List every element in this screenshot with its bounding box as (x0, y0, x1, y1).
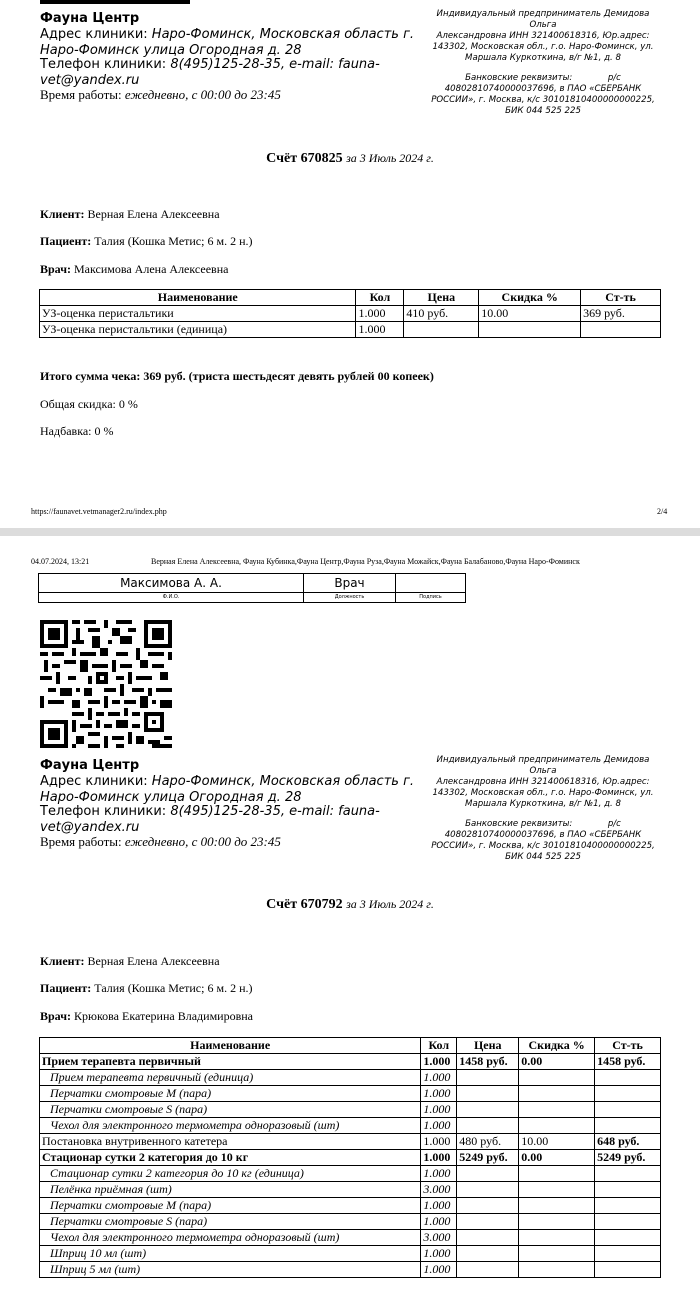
cell-total (595, 1086, 661, 1102)
signature-name: Максимова А. А. (39, 574, 304, 593)
cell-qty: 1.000 (421, 1134, 457, 1150)
patient-line: Пациент: Талия (Кошка Метис; 6 м. 2 н.) (40, 234, 253, 248)
table-row (40, 1054, 661, 1070)
table-row (40, 1182, 661, 1198)
cell-qty: 1.000 (421, 1150, 457, 1166)
cell-name: Стационар сутки 2 категория до 10 кг (единица) (40, 1166, 421, 1182)
cell-total: 5249 руб. (595, 1150, 661, 1166)
table-row (40, 1166, 661, 1182)
table-row (40, 1214, 661, 1230)
cell-qty: 1.000 (421, 1262, 457, 1278)
cell-price: 1458 руб. (457, 1054, 519, 1070)
signature-sign (396, 574, 466, 593)
clinic-name: Фауна Центр (40, 11, 140, 26)
table-row (40, 1102, 661, 1118)
cell-discount: 10.00 (519, 1134, 595, 1150)
cell-price (457, 1166, 519, 1182)
cell-qty: 1.000 (421, 1102, 457, 1118)
clinic-hours: Время работы: ежедневно, с 00:00 до 23:45 (40, 87, 281, 102)
col-header-qty: Кол (356, 290, 404, 306)
cell-total (595, 1182, 661, 1198)
cell-price (457, 1214, 519, 1230)
cell-total (595, 1214, 661, 1230)
cell-price: 480 руб. (457, 1134, 519, 1150)
table-row (40, 1134, 661, 1150)
cell-name: Чехол для электронного термометра одноразовый (шт) (40, 1230, 421, 1246)
logo-fragment (40, 0, 190, 4)
page-url: https://faunavet.vetmanager2.ru/index.php (31, 507, 167, 516)
col-header-discount: Скидка % (519, 1038, 595, 1054)
cell-name: Постановка внутривенного катетера (40, 1134, 421, 1150)
cell-total (595, 1166, 661, 1182)
table-row (40, 1262, 661, 1278)
cell-name: Прием терапевта первичный (40, 1054, 421, 1070)
cell-qty: 1.000 (421, 1086, 457, 1102)
cell-qty: 1.000 (421, 1070, 457, 1086)
cell-total (595, 1230, 661, 1246)
cell-name: Шприц 5 мл (шт) (40, 1262, 421, 1278)
page-separator (0, 528, 700, 536)
client-line: Клиент: Верная Елена Алексеевна (40, 954, 220, 968)
cell-total: 648 руб. (595, 1134, 661, 1150)
cell-price (457, 1230, 519, 1246)
clinic-phone: Телефон клиники: 8(495)125-28-35, e-mail: fauna- vet@yandex.ru (40, 804, 380, 835)
table-row (40, 1150, 661, 1166)
cell-price (457, 1070, 519, 1086)
ip-requisites: Индивидуальный предприниматель Демидова Ольга Александровна ИНН 321400618316, Юр.адрес: 143302, Московская обл., г.о. Наро-Фоминск, ул. Маршала Куркоткина, в/г №1, д. 8 Банковские реквизиты: р/с 40802810740000037696, в ПАО «СБЕРБАНК РОССИИ», г. Москва, к/с 30101810400000000225, БИК 044 525 225 (431, 755, 655, 862)
cell-discount (519, 1070, 595, 1086)
table-row (40, 1086, 661, 1102)
cell-name: Стационар сутки 2 категория до 10 кг (40, 1150, 421, 1166)
clinic-address: Адрес клиники: Наро-Фоминск, Московская область г. Наро-Фоминск улица Огородная д. 28 (40, 27, 415, 58)
cell-price (457, 1118, 519, 1134)
cell-name: Перчатки смотровые S (пара) (40, 1102, 421, 1118)
page-number: 2/4 (657, 507, 668, 516)
clinic-name: Фауна Центр (40, 758, 140, 773)
col-header-qty: Кол (421, 1038, 457, 1054)
invoice-title: Счёт 670825 за 3 Июль 2024 г. (266, 151, 434, 166)
cell-name: Прием терапевта первичный (единица) (40, 1070, 421, 1086)
col-header-price: Цена (404, 290, 479, 306)
cell-discount (519, 1214, 595, 1230)
cell-total (595, 1198, 661, 1214)
cell-discount (519, 1102, 595, 1118)
clinic-address: Адрес клиники: Наро-Фоминск, Московская область г. Наро-Фоминск улица Огородная д. 28 (40, 774, 415, 805)
cell-total (595, 1118, 661, 1134)
cell-discount: 0.00 (519, 1054, 595, 1070)
cell-discount (519, 1166, 595, 1182)
page-cutoff (0, 1296, 700, 1301)
table-row (40, 1070, 661, 1086)
signature-table: Максимова А. А. Врач Ф.И.О. Должность Подпись (38, 573, 466, 603)
cell-discount (519, 1118, 595, 1134)
print-header-text: Верная Елена Алексеевна, Фауна Кубинка,Фауна Центр,Фауна Руза,Фауна Можайск,Фауна Балабаново,Фауна Наро-Фоминск (151, 557, 580, 566)
table-row (40, 1230, 661, 1246)
cell-total (595, 1246, 661, 1262)
patient-line: Пациент: Талия (Кошка Метис; 6 м. 2 н.) (40, 981, 253, 995)
cell-discount (519, 1086, 595, 1102)
cell-name: Чехол для электронного термометра одноразовый (шт) (40, 1118, 421, 1134)
cell-discount (519, 1198, 595, 1214)
cell-name: Перчатки смотровые M (пара) (40, 1086, 421, 1102)
cell-discount (519, 1262, 595, 1278)
ip-requisites: Индивидуальный предприниматель Демидова Ольга Александровна ИНН 321400618316, Юр.адрес: 143302, Московская обл., г.о. Наро-Фоминск, ул. Маршала Куркоткина, в/г №1, д. 8 Банковские реквизиты: р/с 40802810740000037696, в ПАО «СБЕРБАНК РОССИИ», г. Москва, к/с 30101810400000000225, БИК 044 525 225 (431, 9, 655, 116)
markup: Надбавка: 0 % (40, 424, 114, 438)
invoice-title: Счёт 670792 за 3 Июль 2024 г. (266, 897, 434, 912)
cell-qty: 1.000 (421, 1166, 457, 1182)
table-row: УЗ-оценка перистальтики 1.000 410 руб. 10.00 369 руб. (40, 306, 661, 322)
cell-qty: 1.000 (421, 1198, 457, 1214)
cell-name: Перчатки смотровые M (пара) (40, 1198, 421, 1214)
cell-price (457, 1182, 519, 1198)
cell-name: Пелёнка приёмная (шт) (40, 1182, 421, 1198)
cell-total (595, 1070, 661, 1086)
cell-qty: 1.000 (421, 1214, 457, 1230)
col-header-price: Цена (457, 1038, 519, 1054)
cell-price: 5249 руб. (457, 1150, 519, 1166)
cell-price (457, 1262, 519, 1278)
cell-name: Перчатки смотровые S (пара) (40, 1214, 421, 1230)
doctor-line: Врач: Крюкова Екатерина Владимировна (40, 1009, 254, 1023)
cell-price (457, 1086, 519, 1102)
table-row (40, 1198, 661, 1214)
cell-discount (519, 1246, 595, 1262)
cell-discount (519, 1182, 595, 1198)
invoice-table (39, 289, 661, 338)
total-discount: Общая скидка: 0 % (40, 397, 138, 411)
invoice-table (39, 1037, 661, 1278)
cell-price (457, 1198, 519, 1214)
cell-qty: 3.000 (421, 1230, 457, 1246)
cell-discount: 0.00 (519, 1150, 595, 1166)
col-header-discount: Скидка % (479, 290, 581, 306)
qr-code (40, 620, 172, 748)
table-row (40, 1246, 661, 1262)
client-line: Клиент: Верная Елена Алексеевна (40, 207, 220, 221)
cell-price (457, 1102, 519, 1118)
cell-qty: 1.000 (421, 1054, 457, 1070)
cell-total (595, 1102, 661, 1118)
cell-qty: 1.000 (421, 1246, 457, 1262)
cell-name: Шприц 10 мл (шт) (40, 1246, 421, 1262)
cell-qty: 3.000 (421, 1182, 457, 1198)
clinic-hours: Время работы: ежедневно, с 00:00 до 23:45 (40, 834, 281, 849)
col-header-total: Ст-ть (595, 1038, 661, 1054)
signature-role: Врач (304, 574, 396, 593)
col-header-name: Наименование (40, 1038, 421, 1054)
col-header-total: Ст-ть (581, 290, 661, 306)
table-row (40, 1118, 661, 1134)
cell-discount (519, 1230, 595, 1246)
cell-total (595, 1262, 661, 1278)
invoice-sum: Итого сумма чека: 369 руб. (триста шестьдесят девять рублей 00 копеек) (40, 369, 434, 383)
cell-total: 1458 руб. (595, 1054, 661, 1070)
clinic-phone: Телефон клиники: 8(495)125-28-35, e-mail: fauna- vet@yandex.ru (40, 57, 380, 88)
print-datetime: 04.07.2024, 13:21 (31, 557, 90, 566)
table-row: УЗ-оценка перистальтики (единица) 1.000 (40, 322, 661, 338)
cell-qty: 1.000 (421, 1118, 457, 1134)
col-header-name: Наименование (40, 290, 356, 306)
doctor-line: Врач: Максимова Алена Алексеевна (40, 262, 229, 276)
cell-price (457, 1246, 519, 1262)
